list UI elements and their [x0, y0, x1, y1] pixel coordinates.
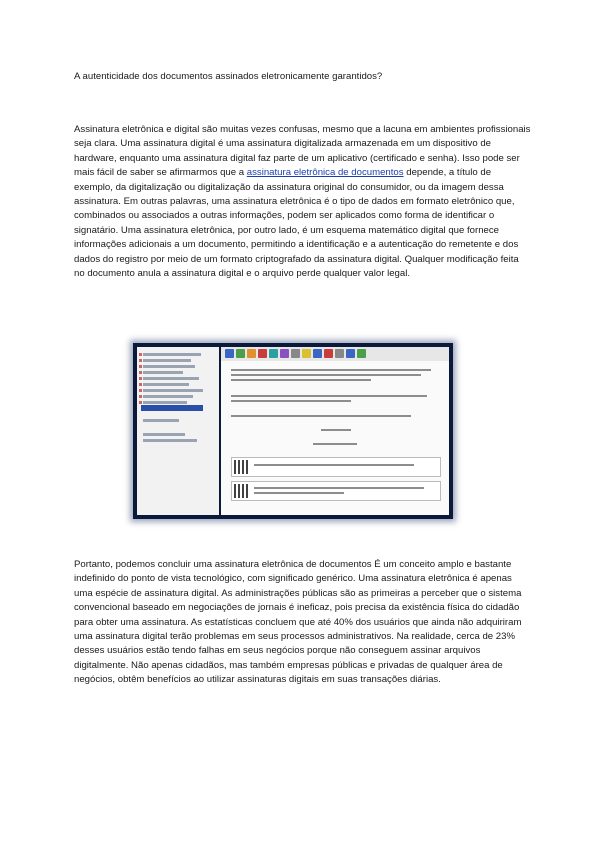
text-line: [254, 492, 344, 494]
green-icon: [236, 349, 245, 358]
tree-node-icon: [139, 383, 142, 386]
tree-node-icon: [139, 353, 142, 356]
tree-node: [143, 401, 187, 404]
tree-node-icon: [139, 401, 142, 404]
paragraph-conclusion: Portanto, podemos concluir uma assinatura eletrônica de documentos É um conceito amplo e bastante indefinido do ponto de vista tecnológico, com significado genérico. Uma assinatura eletrônica é apenas uma espécie de assinatura digital. As administrações públicas são as primeiras a perceber que o sistema convencional baseado em negociações de jornais é ineficaz, pois precisa da existência física do cidadão para obter uma assinatura. As estatísticas concluem que até 40% dos usuários que ainda não adquiriram uma assinatura digital terão problemas em seus processos administrativos. Na realidade, cerca de 23% desses usuários estão tendo falhas em seus negócios porque não conseguem assinar arquivos digitalmente. Não apenas cidadãos, mas também empresas públicas e privadas de qualquer área de negócios, obtêm benefícios ao utilizar assinaturas digitais em suas transações diárias.: [74, 559, 522, 686]
orange-icon: [247, 349, 256, 358]
tree-node: [143, 433, 185, 436]
paragraph-intro-text-start: Assinatura eletrônica e digital são muitas vezes confusas, mesmo que a lacuna em ambientes profissionais seja clara. Uma assinatura digital é uma assinatura digitalizada armazenada em um dispositivo de hardware, enquanto uma assinatura digital faz parte de um aplicativo (certificado e senha). Isso pode ser mais fácil de saber se afirmarmos que a: [74, 124, 531, 179]
text-line: [321, 429, 351, 431]
yellow-icon: [302, 349, 311, 358]
signature-box: [231, 481, 441, 501]
text-line: [231, 369, 431, 371]
teal-icon: [269, 349, 278, 358]
tree-node-icon: [139, 395, 142, 398]
figure-tree-panel: [137, 347, 219, 515]
text-line: [231, 415, 411, 417]
tree-node-icon: [139, 377, 142, 380]
tree-node: [143, 371, 183, 374]
tree-node-icon: [139, 365, 142, 368]
tree-node: [143, 389, 203, 392]
gray-icon: [335, 349, 344, 358]
red-icon: [258, 349, 267, 358]
text-line: [254, 464, 414, 466]
tree-node: [143, 439, 197, 442]
tree-node: [143, 365, 195, 368]
tree-node: [143, 383, 189, 386]
text-line: [254, 487, 424, 489]
blue-icon: [225, 349, 234, 358]
document-title: A autenticidade dos documentos assinados eletronicamente garantidos?: [74, 71, 383, 82]
red-icon: [324, 349, 333, 358]
text-line: [231, 395, 427, 397]
paragraph-intro-text-end: depende, a título de exemplo, da digitalização ou digitalização da assinatura original do consumidor, ou da imagem dessa assinatura. Em outras palavras, uma assinatura eletrônica é o tipo de dados em formato eletrônico que, combinados ou associados a outras informações, podem ser aplicados como forma de identificar o signatário. Uma assinatura eletrônica, por outro lado, é um esquema matemático digital que fornece informações adicionais a um documento, permitindo a identificação e a autenticação do remetente e dos dados do registro por meio de um formato criptografado da assinatura digital. Qualquer modificação feita no documento anula a assinatura digital e o arquivo perde qualquer valor legal.: [74, 167, 519, 280]
green-icon: [357, 349, 366, 358]
gray-icon: [291, 349, 300, 358]
paragraph-intro: [74, 123, 532, 281]
figure-content-panel: [221, 347, 449, 515]
text-line: [231, 400, 351, 402]
purple-icon: [280, 349, 289, 358]
blue-icon: [346, 349, 355, 358]
screenshot-figure: [133, 343, 453, 519]
text-line: [313, 443, 357, 445]
signature-box: [231, 457, 441, 477]
tree-node: [143, 419, 179, 422]
tree-node: [143, 395, 193, 398]
figure-toolbar: [221, 347, 449, 361]
text-line: [231, 379, 371, 381]
tree-node: [143, 359, 191, 362]
document-signature-link[interactable]: assinatura eletrônica de documentos: [246, 167, 404, 179]
tree-node-icon: [139, 371, 142, 374]
tree-node: [143, 377, 199, 380]
qr-code-icon: [234, 460, 248, 474]
tree-node-icon: [139, 389, 142, 392]
tree-node: [143, 353, 201, 356]
blue-icon: [313, 349, 322, 358]
text-line: [231, 374, 421, 376]
tree-selected-node: [141, 405, 203, 411]
qr-code-icon: [234, 484, 248, 498]
tree-node-icon: [139, 359, 142, 362]
